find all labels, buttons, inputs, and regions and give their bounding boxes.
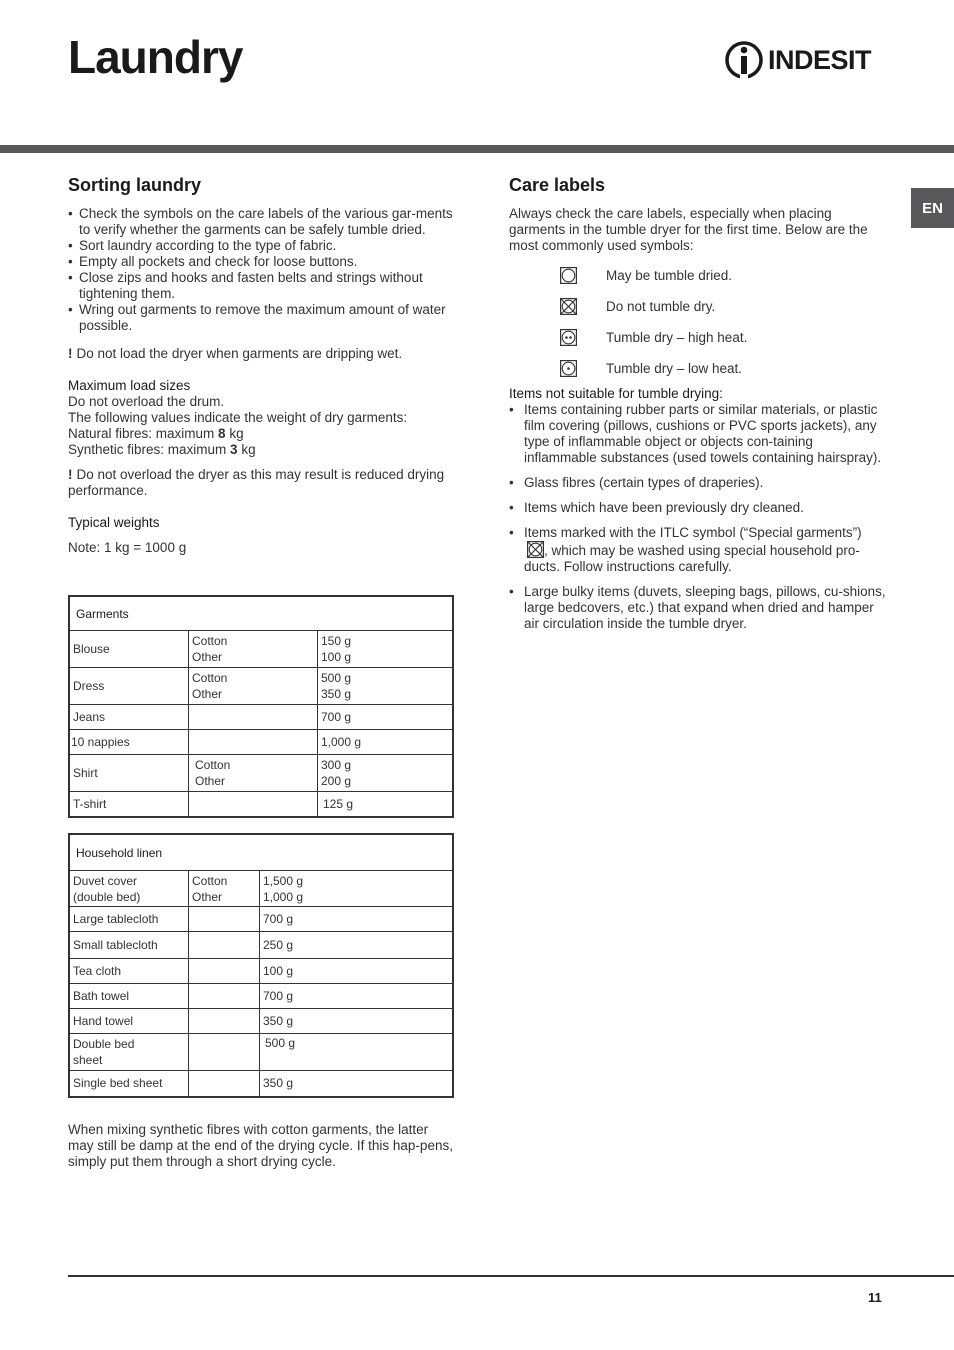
table-row — [69, 932, 453, 959]
tumble-dry-low-heat-icon — [560, 360, 577, 377]
table-cell — [189, 1009, 260, 1034]
fabric: Other — [192, 889, 223, 904]
table-cell: T-shirt — [69, 792, 189, 817]
page-title: Laundry — [68, 31, 243, 83]
synthetic-value: 3 — [230, 442, 238, 457]
header-bar — [0, 145, 954, 153]
table-cell — [189, 668, 318, 705]
indesit-logo-icon — [724, 39, 764, 81]
symbol-row — [509, 322, 889, 353]
fabric: Cotton — [192, 634, 228, 648]
item: (double bed) — [73, 889, 141, 904]
table-cell: Tea cloth — [69, 959, 189, 984]
warning-icon: ! — [68, 467, 73, 482]
synthetic-unit: kg — [237, 442, 256, 457]
sorting-section — [68, 174, 453, 556]
symbol-label: Tumble dry – high heat. — [606, 329, 748, 345]
table-cell: 1,000 g — [318, 730, 454, 755]
symbol-row — [509, 291, 889, 322]
not-suitable-list — [509, 402, 889, 632]
table-row — [69, 755, 453, 792]
tumble-dry-high-heat-icon — [560, 329, 577, 346]
list-item: • Items containing rubber parts or similar materials, or plastic film covering (pillows, cushions or PVC sports jackets), any type of inflammable object or objects con-taining inflammable substances (used towels containing hairspray). — [509, 402, 889, 466]
symbol-list — [509, 260, 889, 384]
warning-icon: ! — [68, 346, 73, 361]
symbol-label: Tumble dry – low heat. — [606, 360, 743, 376]
item: Double bed — [73, 1037, 135, 1051]
mixing-note: When mixing synthetic fibres with cotton garments, the latter may still be damp at the end of the drying cycle. If this hap-pens, simply put them through a short drying cycle. — [68, 1122, 453, 1169]
weight: 100 g — [321, 650, 352, 664]
symbol-label: Do not tumble dry. — [606, 298, 716, 314]
unit-note: Note: 1 kg = 1000 g — [68, 540, 187, 555]
weight: 300 g — [321, 758, 352, 772]
list-item: • Wring out garments to remove the maximum amount of water possible. — [68, 302, 453, 334]
table-cell — [189, 705, 318, 730]
table-row — [69, 705, 453, 730]
table-row — [69, 959, 453, 984]
list-item: • Close zips and hooks and fasten belts and strings without tightening them. — [68, 270, 453, 302]
itlc-text: , which may be washed using special household pro-ducts. Follow instructions carefully. — [524, 543, 860, 574]
table-cell: 125 g — [318, 792, 454, 817]
fabric: Cotton — [195, 758, 231, 772]
table-heading: Household linen — [69, 834, 453, 871]
weight: 1,000 g — [263, 889, 304, 904]
max-load-line: The following values indicate the weight of dry garments: — [68, 410, 408, 425]
table-cell — [260, 871, 454, 907]
brand-name: INDESIT — [768, 44, 872, 75]
table-cell: Small tablecloth — [69, 932, 189, 959]
language-tab[interactable]: EN — [911, 188, 954, 228]
list-item: • Large bulky items (duvets, sleeping bags, pillows, cu-shions, large bedcovers, etc.) that expand when dried and hamper air circulation inside the tumble dryer. — [509, 584, 889, 632]
table-cell — [189, 871, 260, 907]
table-heading: Garments — [69, 596, 453, 631]
table-cell — [189, 730, 318, 755]
table-cell: 500 g — [260, 1034, 454, 1071]
table-row — [69, 792, 453, 817]
table-row — [69, 668, 453, 705]
table-cell: 350 g — [260, 1071, 454, 1097]
weight: 500 g — [321, 671, 352, 685]
sorting-heading: Sorting laundry — [68, 175, 202, 195]
table-cell — [189, 932, 260, 959]
table-cell: Dress — [69, 668, 189, 705]
table-cell: 250 g — [260, 932, 454, 959]
table-cell — [189, 959, 260, 984]
table-row — [69, 631, 453, 668]
table-cell — [189, 631, 318, 668]
list-item: • Check the symbols on the care labels of the various gar-ments to verify whether the garments can be safely tumble dried. — [68, 206, 453, 238]
table-cell: Shirt — [69, 755, 189, 792]
table-cell: Hand towel — [69, 1009, 189, 1034]
table-cell: 700 g — [318, 705, 454, 730]
itlc-special-garments-icon — [527, 541, 544, 558]
fabric: Other — [192, 687, 223, 701]
synthetic-fibres-line — [68, 442, 453, 458]
symbol-row — [509, 353, 889, 384]
fabric: Other — [192, 650, 223, 664]
table-cell — [69, 1034, 189, 1071]
table-cell: 100 g — [260, 959, 454, 984]
brand-logo — [724, 38, 871, 82]
page-number: 11 — [868, 1290, 882, 1305]
table-cell — [69, 871, 189, 907]
table-cell — [318, 755, 454, 792]
table-row — [69, 1009, 453, 1034]
table-cell — [189, 755, 318, 792]
table-cell: Large tablecloth — [69, 907, 189, 932]
warning-text: Do not load the dryer when garments are dripping wet. — [76, 346, 403, 361]
weight: 350 g — [321, 687, 352, 701]
table-cell: Single bed sheet — [69, 1071, 189, 1097]
weight: 1,500 g — [263, 873, 304, 888]
weight: 150 g — [321, 634, 352, 648]
table-row — [69, 730, 453, 755]
table-cell: Jeans — [69, 705, 189, 730]
table-cell — [189, 984, 260, 1009]
itlc-text: Items marked with the ITLC symbol (“Special garments”) — [524, 525, 862, 540]
table-row — [69, 1071, 453, 1097]
care-intro: Always check the care labels, especially when placing garments in the tumble dryer for the first time. Below are the most commonly used symbols: — [509, 206, 868, 253]
natural-fibres-line — [68, 426, 453, 442]
sorting-list — [68, 206, 453, 334]
do-not-tumble-dry-icon — [560, 298, 577, 315]
weight: 200 g — [321, 774, 352, 788]
warning-text: Do not overload the dryer as this may result is reduced drying performance. — [68, 467, 445, 498]
fabric: Cotton — [192, 671, 228, 685]
household-linen-table — [68, 833, 454, 1098]
care-labels-section — [509, 174, 889, 641]
table-cell — [318, 631, 454, 668]
item: Duvet cover — [73, 873, 138, 888]
fabric: Cotton — [192, 873, 228, 888]
table-cell: Bath towel — [69, 984, 189, 1009]
warning-wet — [68, 346, 453, 362]
table-row — [69, 1034, 453, 1071]
list-item: • Sort laundry according to the type of fabric. — [68, 238, 453, 254]
garments-table — [68, 595, 454, 818]
table-cell: 700 g — [260, 984, 454, 1009]
footer-rule — [68, 1275, 954, 1277]
item: sheet — [73, 1053, 103, 1067]
symbol-label: May be tumble dried. — [606, 267, 733, 283]
typical-weights-heading: Typical weights — [68, 515, 160, 530]
synthetic-label: Synthetic fibres: maximum — [68, 442, 231, 457]
natural-value: 8 — [218, 426, 226, 441]
table-cell: 350 g — [260, 1009, 454, 1034]
table-cell: 700 g — [260, 907, 454, 932]
table-row — [69, 984, 453, 1009]
natural-unit: kg — [225, 426, 244, 441]
table-row — [69, 907, 453, 932]
not-suitable-heading: Items not suitable for tumble drying: — [509, 386, 723, 401]
natural-label: Natural fibres: maximum — [68, 426, 219, 441]
tumble-dry-allowed-icon — [560, 267, 577, 284]
table-cell — [189, 1034, 260, 1071]
table-row — [69, 871, 453, 907]
symbol-row — [509, 260, 889, 291]
max-load-heading: Maximum load sizes — [68, 378, 191, 393]
list-item — [509, 525, 889, 575]
table-cell — [189, 1071, 260, 1097]
list-item: • Items which have been previously dry cleaned. — [509, 500, 889, 516]
warning-overload — [68, 467, 453, 499]
table-cell — [189, 907, 260, 932]
list-item: • Glass fibres (certain types of draperies). — [509, 475, 889, 491]
table-cell — [318, 668, 454, 705]
table-cell: Blouse — [69, 631, 189, 668]
fabric: Other — [195, 774, 226, 788]
table-cell — [189, 792, 318, 817]
list-item: • Empty all pockets and check for loose buttons. — [68, 254, 453, 270]
care-heading: Care labels — [509, 175, 606, 195]
max-load-line: Do not overload the drum. — [68, 394, 225, 409]
table-cell: 10 nappies — [69, 730, 189, 755]
